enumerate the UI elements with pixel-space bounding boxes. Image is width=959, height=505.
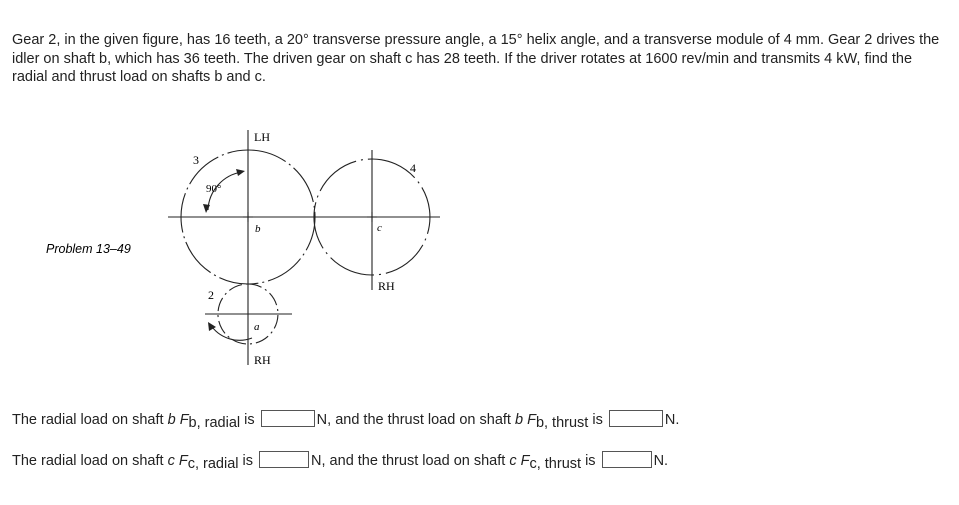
label-angle: 90°: [206, 183, 222, 195]
angle-arrowhead-left: [203, 204, 210, 213]
gear-train-figure: [0, 120, 460, 380]
figure-caption: Problem 13–49: [46, 242, 131, 256]
radial-load-b-input[interactable]: [261, 410, 315, 427]
label-shaft-c: c: [377, 222, 382, 234]
thrust-load-b-input[interactable]: [609, 410, 663, 427]
question-shaft-c: The radial load on shaft c Fc, radial is N, and the thrust load on shaft c Fc, thrust is N.: [12, 453, 669, 472]
problem-statement: Gear 2, in the given figure, has 16 teeth, a 20° transverse pressure angle, a 15° helix angle, and a transverse module of 4 mm. Gear 2 drives the idler on shaft b, which has 36 teeth. The driven gear on shaft c has 28 teeth. If the driver rotates at 1600 rev/min and transmits 4 kW, find the radial and thrust load on shafts b and c.: [12, 32, 940, 85]
angle-arrowhead-top: [236, 169, 245, 176]
question-shaft-b: The radial load on shaft b Fb, radial is N, and the thrust load on shaft b Fb, thrust is N.: [12, 412, 680, 431]
radial-load-c-input[interactable]: [259, 451, 309, 468]
label-shaft-b: b: [255, 223, 261, 235]
label-gear2: 2: [208, 288, 214, 302]
label-gear3: 3: [193, 153, 199, 167]
label-shaft-a: a: [254, 321, 260, 333]
label-rh-a: RH: [254, 353, 271, 367]
label-lh: LH: [254, 130, 270, 144]
label-gear4: 4: [410, 161, 416, 175]
label-rh-c: RH: [378, 279, 395, 293]
thrust-load-c-input[interactable]: [602, 451, 652, 468]
